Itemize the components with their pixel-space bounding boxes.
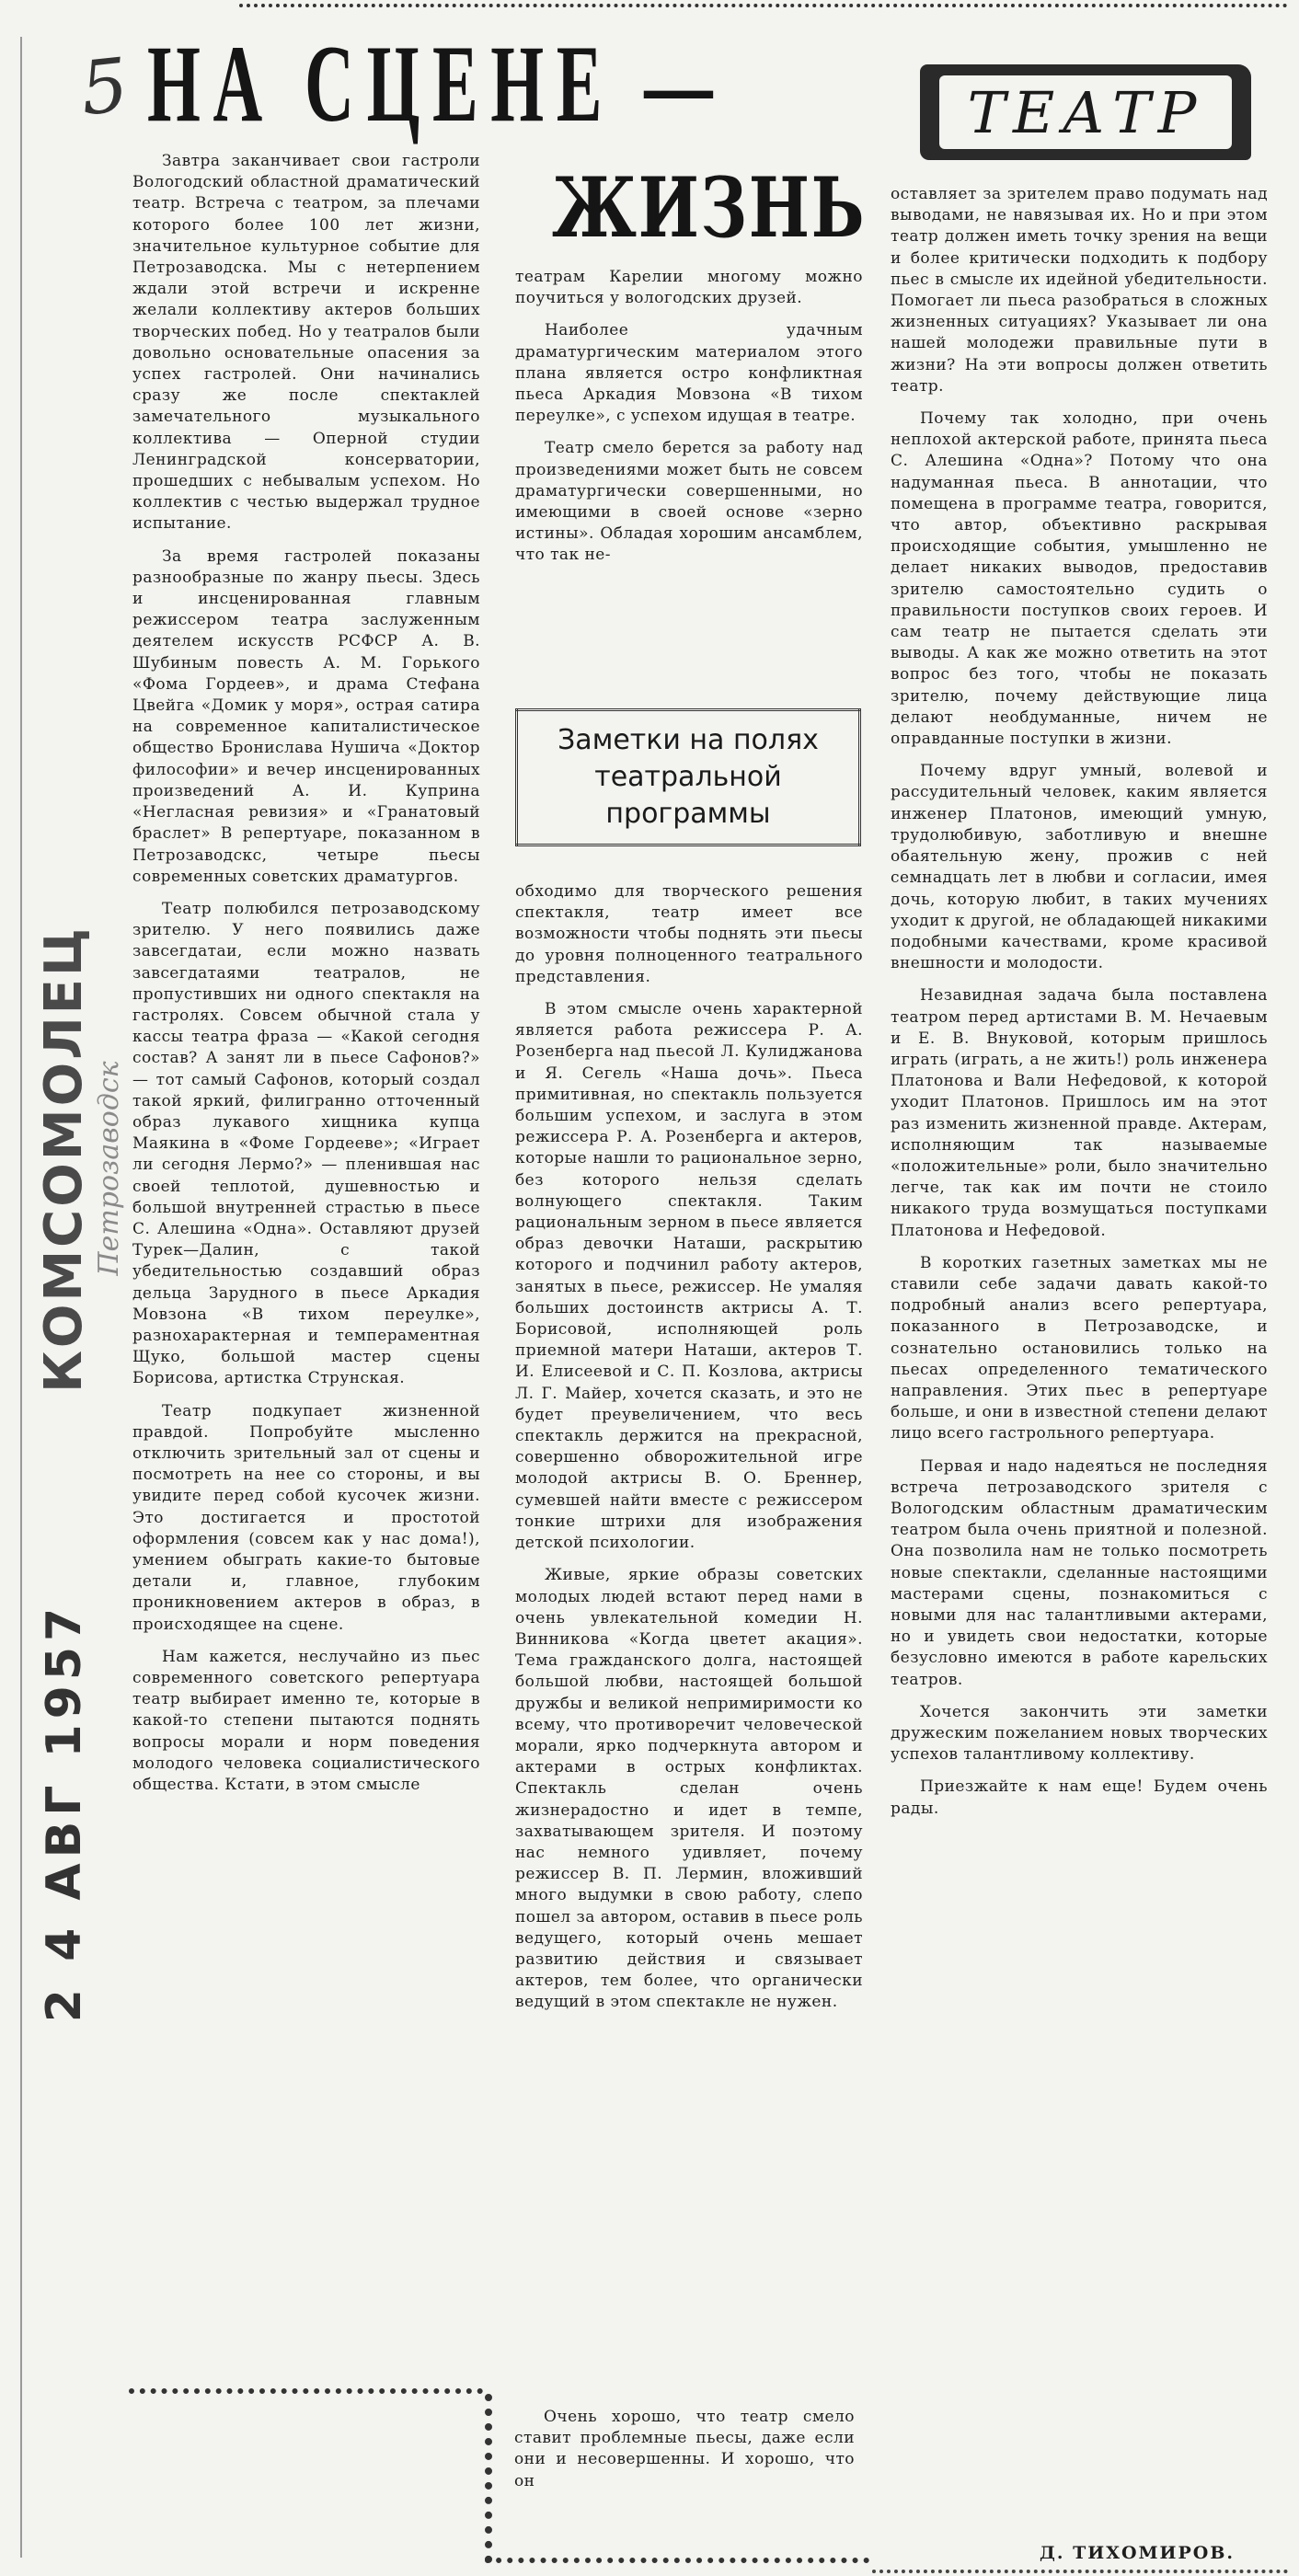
paragraph: Почему так холодно, при очень неплохой актерской работе, принята пьеса С. Алешина «Одна»? Потому что она надуманная пьеса. В аннотации, что помещена в программе театра, говорится, что автор, объективно раскрывая происходящие события, умышленно не делает никаких выводов, предоставив зрителю самостоятельно судить о правильности поступков своих героев. И сам театр не пытается сделать эти выводы. А как же можно ответить на этот вопрос без того, чтобы не показать зрителю, почему действующие лица делают необдуманные, ничем не оправданные поступки в жизни. [891,409,1268,749]
paragraph: Наиболее удачным драматургическим материалом этого плана является остро конфликтная пьеса Аркадия Мовзона «В тихом переулке», с успехом идущая в театре. [515,321,863,426]
paragraph: Приезжайте к нам еще! Будем очень рады. [891,1777,1268,1818]
headline-line1: НА СЦЕНЕ — [147,22,726,144]
paragraph: Хочется закончить эти заметки дружеским пожеланием новых творческих успехов талантливому коллективу. [891,1702,1268,1765]
bottom-box-text-block [514,2407,855,2503]
left-border-rule [20,37,22,2558]
headline-line2: ЖИЗНЬ [552,159,867,257]
handwritten-mark: 5 [76,41,132,132]
rubric-banner [920,64,1251,160]
paragraph: Театр полюбился петрозаводскому зрителю. У него появились даже завсегдатаи, если можно назвать завсегдатаями театралов, не пропустивших ни одного спектакля на гастролях. Совсем обычной стала у кассы театра фраза — «Какой сегодня состав? А занят ли в пьесе Сафонов?» — тот самый Сафонов, который создал такой яркий, филигранно отточенный образ лукавого хищника купца Маякина в «Фоме Гордееве»; «Играет ли сегодня Лермо?» — пленившая нас своей теплотой, душевностью и большой внутренней страстью в пьесе С. Алешина «Одна». Оставляют друзей Турек—Далин, с такой убедительностью создавший образ дельца Зарудного в пьесе Аркадия Мовзона «В тихом переулке», разнохарактерная и темпераментная Щуко, большой мастер сцены Борисова, артистка Струнская. [132,899,480,1388]
paragraph: оставляет за зрителем право подумать над выводами, не навязывая их. Но и при этом театр должен иметь точку зрения на вещи и более критически подходить к подбору пьес в смысле их идейной убедительности. Помогает ли пьеса разобраться в сложных жизненных ситуациях? Указывает ли она нашей молодежи правильные пути в жизни? На эти вопросы должен ответить театр. [891,185,1268,396]
top-border-rule [239,4,1288,7]
stamp-date [28,1573,101,2052]
subheading-line: программы [605,798,771,830]
stamp-city-text: Петрозаводск [93,1061,125,1276]
stamp-date-text: 2 4 АВГ 1957 [37,1602,92,2023]
paragraph: Первая и надо надеяться не последняя встреча петрозаводского зрителя с Вологодским областным драматическим театром была очень приятной и полезной. Она позволила нам не только посмотреть новые спектакли, сделанные настоящими мастерами сцены, познакомиться с новыми для нас талантливыми актерами, но и увидеть свои недостатки, которые безусловно имеются в работе карельских театров. [891,1456,1268,1689]
bottom-separator [872,2570,1288,2573]
subheading-box [515,708,861,846]
paragraph: Очень хорошо, что театр смело ставит проблемные пьесы, даже если они и несовершенны. И хорошо, что он [514,2408,855,2490]
subheading-line: Заметки на полях [558,724,819,756]
stamp-newspaper-text: КОМСОМОЛЕЦ [34,926,94,1393]
paragraph: Почему вдруг умный, волевой и рассудительный человек, каким является инженер Платонов, имеющий умную, трудолюбивую, заботливую и внешне обаятельную жену, прожив с ней семнадцать лет в любви и согласии, имея дочь, которую любит, в таких мучениях уходит к другой, не обладающей никакими подобными качествами, кроме красивой внешности и молодости. [891,762,1268,973]
paragraph: В этом смысле очень характерной является работа режиссера Р. А. Розенберга над пьесой Л. Кулиджанова и Я. Сегель «Наша дочь». Пьеса примитивная, но спектакль пользуется большим успехом, и заслуга в этом режиссера Р. А. Розенберга и актеров, которые нашли то рациональное зерно, без которого нельзя сделать волнующего спектакля. Таким рациональным зерном в пьесе является образ девочки Наташи, раскрытию которого и подчинил работу актеров, занятых в пьесе, режиссер. Не умаляя больших достоинств актрисы А. Т. Борисовой, исполняющей роль приемной матери Наташи, актеров Т. И. Елисеевой и С. П. Козлова, актрисы Л. Г. Майер, хочется сказать, и это не будет преувеличением, что весь спектакль держится на прекрасной, совершенно обворожительной игре молодой актрисы В. О. Бреннер, сумевшей найти вместе с режиссером тонкие штрихи для изображения детской психологии. [515,1000,863,1553]
bottom-continuation-box [485,2394,869,2563]
paragraph: Театр подкупает жизненной правдой. Попробуйте мысленно отключить зрительный зал от сцены и посмотреть на нее со стороны, и вы увидите перед собой кусочек жизни. Это достигается и простотой оформления (совсем как у нас дома!), умением обыграть какие-то бытовые детали и, главное, глубоким проникновением актеров в образ, в происходящее на сцене. [132,1401,480,1634]
article-column-1 [132,151,480,1807]
article-column-3 [891,184,1268,1831]
rubric-label: ТЕАТР [939,75,1232,149]
author-signature: Д. ТИХОМИРОВ. [1040,2543,1236,2563]
paragraph: Незавидная задача была поставлена театром перед артистами В. М. Нечаевым и Е. В. Внуковой, которым пришлось играть (играть, а не жить!) роль инженера Платонова и Вали Нефедовой, к которой уходит Платонов. Пришлось им на этот раз изменить жизненной правде. Актерам, исполняющим так называемые «положительные» роли, было значительно легче, так как им почти не стоило никакого труда возмущаться поступками Платонова и Нефедовой. [891,986,1268,1240]
paragraph: Живые, яркие образы советских молодых людей встают перед нами в очень увлекательной комедии Н. Винникова «Когда цветет акация». Тема гражданского долга, настоящей большой любви, настоящей большой дружбы и великой непримиримости ко всему, что противоречит человеческой морали, ярко подчеркнута автором и актерами в острых конфликтах. Спектакль сделан очень жизнерадостно и идет в темпе, захватывающем зрителя. И поэтому нас немного удивляет, почему режиссер В. П. Лермин, вложивший много выдумки в свою работу, слепо пошел за автором, оставив в пьесе роль ведущего, который очень мешает развитию действия и связывает актеров, тем более, что органически ведущий в этом спектакле не нужен. [515,1566,863,2012]
paragraph: обходимо для творческого решения спектакля, театр имеет все возможности чтобы поднять эти пьесы до уровня полноценного театрального представления. [515,882,863,986]
stamp-newspaper [28,926,101,1393]
column-separator [129,2388,483,2394]
article-column-2-top [515,267,863,578]
paragraph: За время гастролей показаны разнообразные по жанру пьесы. Здесь и инсценированная главным режиссером театра заслуженным деятелем искусств РСФСР А. В. Шубиным повесть А. М. Горького «Фома Гордеев», и драма Стефана Цвейга «Домик у моря», острая сатира на современное капиталистическое общество Бронислава Нушича «Доктор философии» и вечер инсценированных произведений А. И. Куприна «Негласная ревизия» и «Гранатовый браслет» В репертуаре, показанном в Петрозаводскс, четыре пьесы современных советских драматургов. [132,546,480,886]
paragraph: Завтра заканчивает свои гастроли Вологодский областной драматический театр. Встреча с театром, за плечами которого более 100 лет жизни, значительное культурное событие для Петрозаводска. Мы с нетерпением ждали этой встречи и искренне желали коллективу актеров больших творческих побед. Но у театралов были довольно основательные опасения за успех гастролей. Они начинались сразу же после спектаклей замечательного музыкального коллектива — Оперной студии Ленинградской консерватории, прошедших с небывалым успехом. Но коллектив с честью выдержал трудное испытание. [132,152,480,534]
paragraph: Нам кажется, неслучайно из пьес современного советского репертуара театр выбирает именно те, которые в какой-то степени пытаются поднять вопросы морали и норм поведения молодого человека социалистического общества. Кстати, в этом смысле [132,1647,480,1795]
paragraph: Театр смело берется за работу над произведениями может быть не совсем драматургически совершенными, но имеющими в своей основе «зерно истины». Обладая хорошим ансамблем, что так не- [515,439,863,565]
stamp-city [93,1030,125,1306]
paragraph: театрам Карелии многому можно поучиться у вологодских друзей. [515,268,863,308]
subheading-line: театральной [594,761,782,793]
article-column-2 [515,881,863,2025]
paragraph: В коротких газетных заметках мы не ставили себе задачи давать какой-то подробный анализ всего репертуара, показанного в Петрозаводске, и сознательно остановились только на пьесах определенного тематического направления. Этих пьес в репертуаре больше, и они в известной степени делают лицо всего гастрольного репертуара. [891,1253,1268,1443]
